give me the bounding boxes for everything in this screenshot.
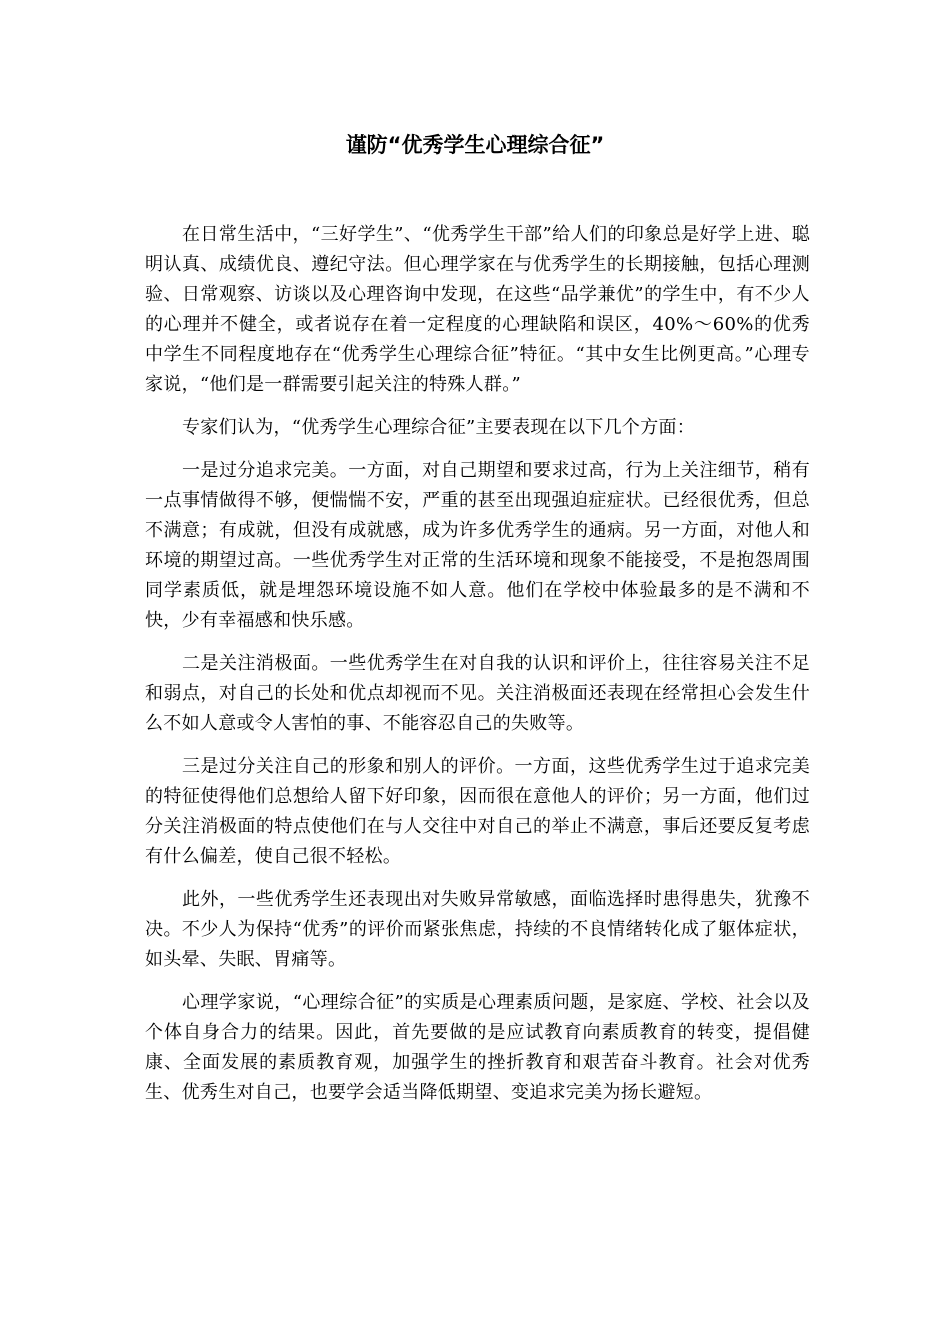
- paragraph-conclusion: 心理学家说，“心理综合征”的实质是心理素质问题，是家庭、学校、社会以及个体自身合力的结果。因此，首先要做的是应试教育向素质教育的转变，提倡健康、全面发展的素质教育观，加强学生的挫折教育和艰苦奋斗教育。社会对优秀生、优秀生对自己，也要学会适当降低期望、变追求完美为扬长避短。: [145, 992, 810, 1103]
- paragraph-point-two: 二是关注消极面。一些优秀学生在对自我的认识和评价上，往往容易关注不足和弱点，对自己的长处和优点却视而不见。关注消极面还表现在经常担心会发生什么不如人意或令人害怕的事、不能容忍自己的失败等。: [145, 653, 810, 734]
- paragraph-intro: 在日常生活中，“三好学生”、“优秀学生干部”给人们的印象总是好学上进、聪明认真、成绩优良、遵纪守法。但心理学家在与优秀学生的长期接触，包括心理测验、日常观察、访谈以及心理咨询中发现，在这些“品学兼优”的学生中，有不少人的心理并不健全，或者说存在着一定程度的心理缺陷和误区，40%～60%的优秀中学生不同程度地存在“优秀学生心理综合征”特征。“其中女生比例更高。”心理专家说，“他们是一群需要引起关注的特殊人群。”: [145, 224, 810, 395]
- paragraph-additional: 此外，一些优秀学生还表现出对失败异常敏感，面临选择时患得患失，犹豫不决。不少人为保持“优秀”的评价而紧张焦虑，持续的不良情绪转化成了躯体症状，如头晕、失眠、胃痛等。: [145, 889, 810, 970]
- paragraph-point-three: 三是过分关注自己的形象和别人的评价。一方面，这些优秀学生过于追求完美的特征使得他们总想给人留下好印象，因而很在意他人的评价；另一方面，他们过分关注消极面的特点使他们在与人交往中对自己的举止不满意，事后还要反复考虑有什么偏差，使自己很不轻松。: [145, 756, 810, 867]
- document-title: 谨防“优秀学生心理综合征”: [345, 133, 605, 157]
- document-body: [145, 220, 810, 1121]
- paragraph-overview: 专家们认为，“优秀学生心理综合征”主要表现在以下几个方面：: [182, 417, 696, 438]
- paragraph-point-one: 一是过分追求完美。一方面，对自己期望和要求过高，行为上关注细节，稍有一点事情做得不够，便惴惴不安，严重的甚至出现强迫症症状。已经很优秀，但总不满意；有成就，但没有成就感，成为许多优秀学生的通病。另一方面，对他人和环境的期望过高。一些优秀学生对正常的生活环境和现象不能接受，不是抱怨周围同学素质低，就是埋怨环境设施不如人意。他们在学校中体验最多的是不满和不快，少有幸福感和快乐感。: [145, 460, 810, 631]
